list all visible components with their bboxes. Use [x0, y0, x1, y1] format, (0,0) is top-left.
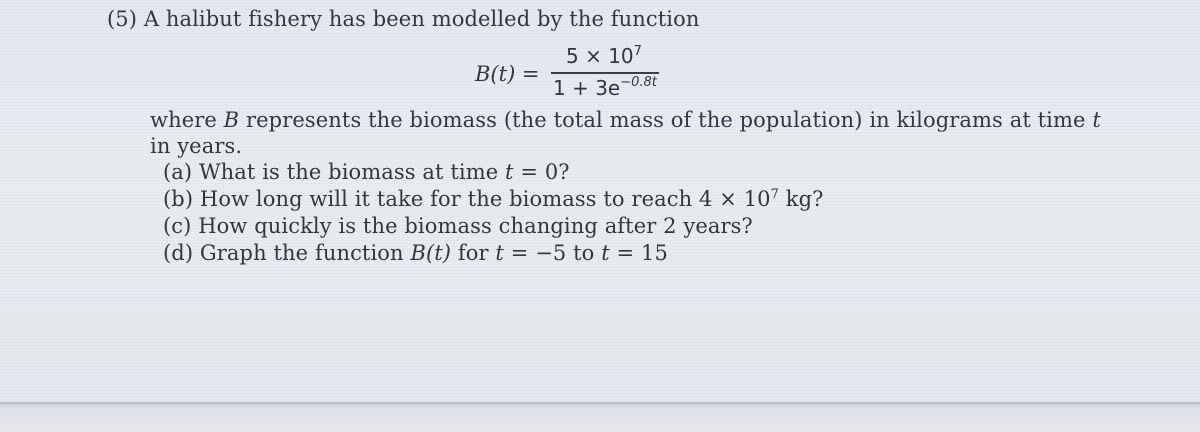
- description-var-b: B: [223, 108, 240, 132]
- problem-title: [107, 7, 699, 31]
- question-a-prefix: (a) What is the biomass at time: [163, 160, 506, 184]
- denominator-exponent: −0.8t: [620, 75, 657, 90]
- question-b-suffix: kg?: [779, 187, 824, 211]
- fraction-bar: [551, 72, 659, 74]
- numerator-base: 5 × 10: [566, 44, 634, 68]
- question-d-prefix: (d) Graph the function: [163, 241, 411, 265]
- question-b-prefix: (b) How long will it take for the biomass to reach 4 × 10: [163, 187, 771, 211]
- description-line-1: [150, 108, 1101, 132]
- question-a: [163, 160, 570, 184]
- question-b-exponent: 7: [770, 187, 779, 202]
- question-d-var2: t: [601, 241, 610, 265]
- numerator-exponent: 7: [633, 44, 642, 59]
- question-a-var: t: [505, 160, 514, 184]
- question-d-var1: t: [495, 241, 504, 265]
- description-text-middle: represents the biomass (the total mass of the population) in kilograms at time: [239, 108, 1093, 132]
- description-text-start: where: [150, 108, 224, 132]
- problem-title-text: (5) A halibut fishery has been modelled by the function: [107, 7, 700, 31]
- formula-lhs: B(t) =: [475, 62, 540, 86]
- description-var-t: t: [1092, 108, 1101, 132]
- question-d-mid2: = −5 to: [503, 241, 602, 265]
- description-text-end: in years.: [150, 134, 243, 158]
- question-d-suffix: = 15: [609, 241, 668, 265]
- question-b: [163, 187, 824, 211]
- question-d-func: B(t): [410, 241, 452, 265]
- question-c: [163, 214, 753, 238]
- page-bottom-edge: [0, 402, 1200, 432]
- question-a-suffix: = 0?: [513, 160, 570, 184]
- question-d-mid1: for: [451, 241, 496, 265]
- description-line-2: [150, 134, 242, 158]
- question-c-text: (c) How quickly is the biomass changing after 2 years?: [163, 214, 753, 238]
- formula-denominator: [553, 76, 657, 100]
- denominator-base: 1 + 3e: [553, 76, 621, 100]
- question-d: [163, 241, 668, 265]
- formula-numerator: [566, 44, 642, 68]
